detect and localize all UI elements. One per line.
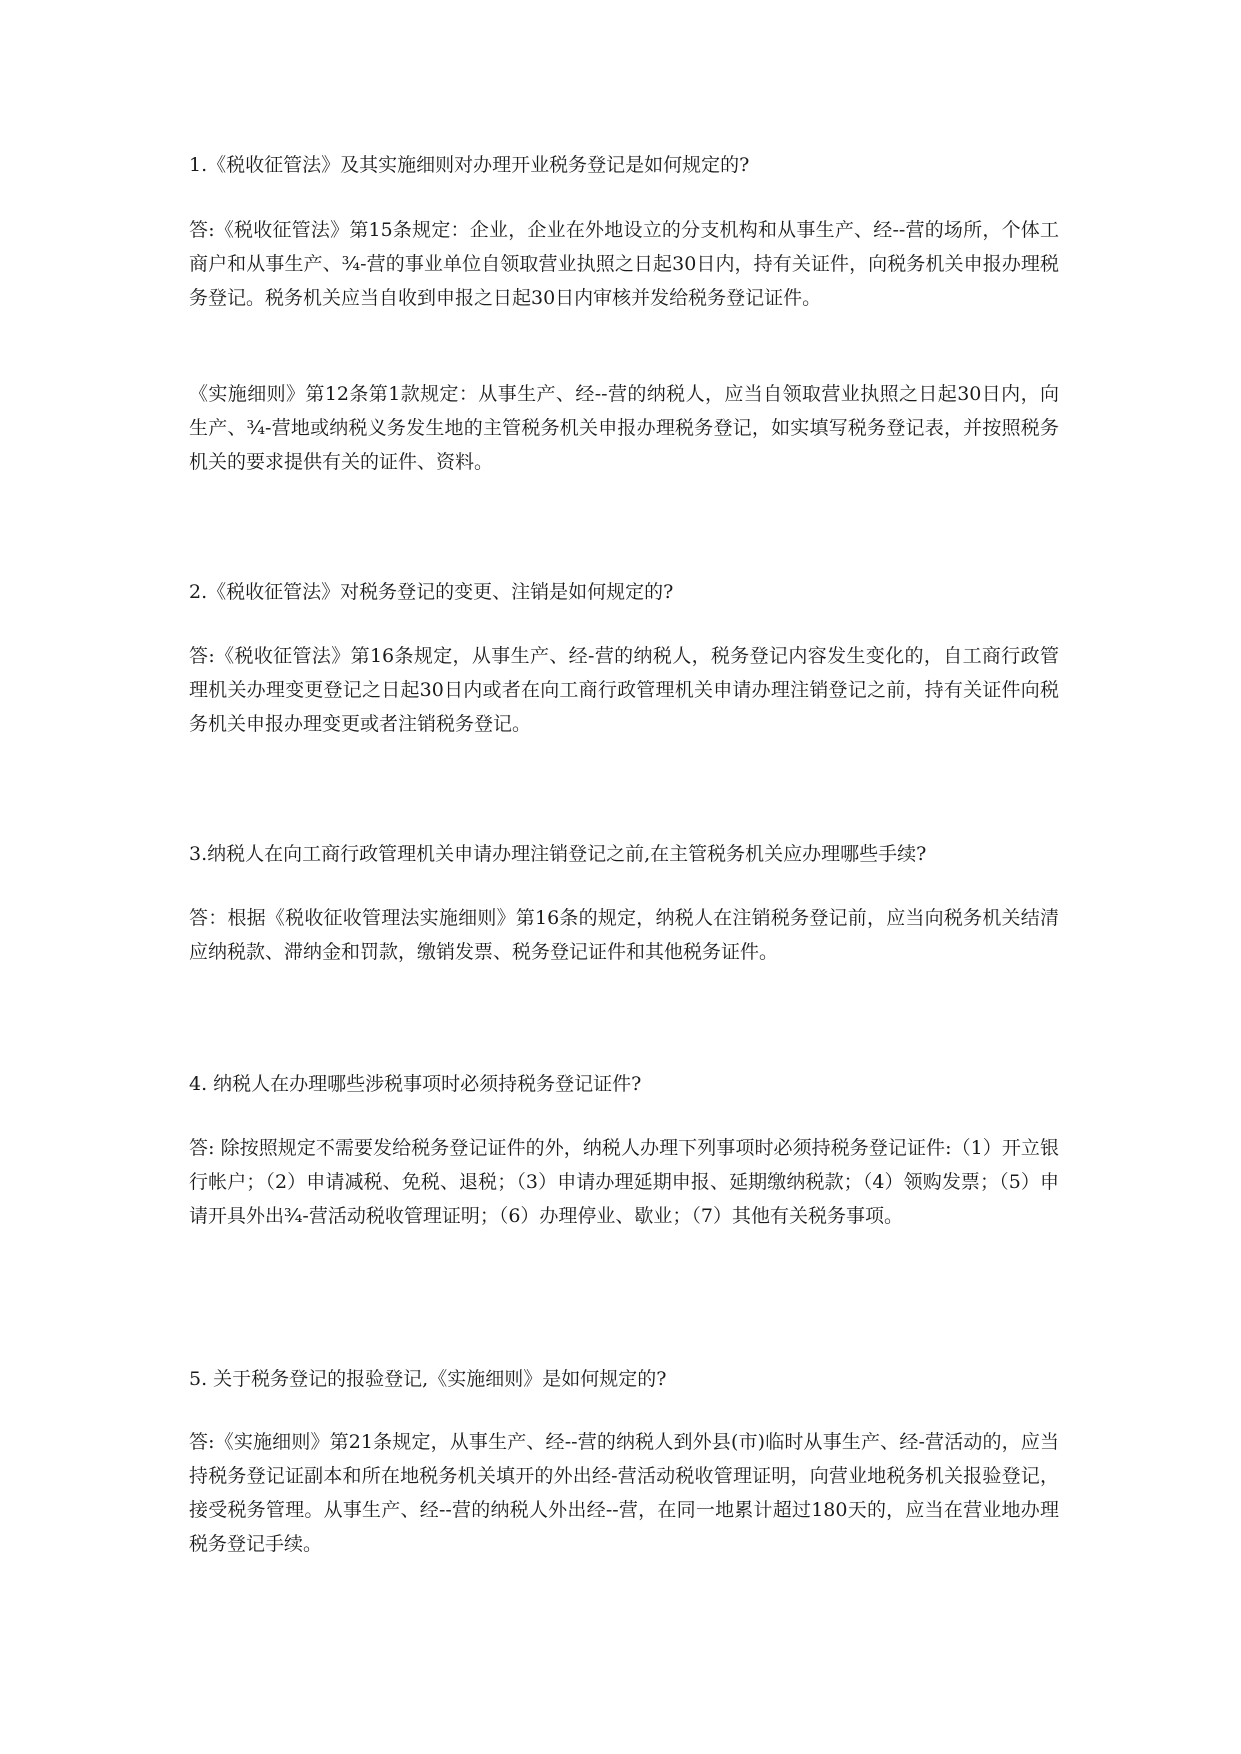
question-3: 3.纳税人在向工商行政管理机关申请办理注销登记之前,在主管税务机关应办理哪些手续?: [189, 843, 927, 865]
answer-1-paragraph-2: 《实施细则》第12条第1款规定：从事生产、经--营的纳税人，应当自领取营业执照之日起30日内，向生产、¾-营地或纳税义务发生地的主管税务机关申报办理税务登记，如实填写税务登记表，并按照税务机关的要求提供有关的证件、资料。: [189, 383, 1059, 473]
question-5: 5. 关于税务登记的报验登记,《实施细则》是如何规定的?: [189, 1368, 667, 1390]
answer-2-paragraph-1: 答:《税收征管法》第16条规定，从事生产、经-营的纳税人，税务登记内容发生变化的，自工商行政管理机关办理变更登记之日起30日内或者在向工商行政管理机关申请办理注销登记之前，持有关证件向税务机关申报办理变更或者注销税务登记。: [189, 645, 1059, 735]
answer-3-paragraph-1: 答：根据《税收征收管理法实施细则》第16条的规定，纳税人在注销税务登记前，应当向税务机关结清应纳税款、滞纳金和罚款，缴销发票、税务登记证件和其他税务证件。: [189, 907, 1059, 963]
question-2: 2.《税收征管法》对税务登记的变更、注销是如何规定的?: [189, 581, 674, 603]
answer-1-paragraph-1: 答:《税收征管法》第15条规定：企业，企业在外地设立的分支机构和从事生产、经--营的场所，个体工商户和从事生产、¾-营的事业单位自领取营业执照之日起30日内，持有关证件，向税务机关申报办理税务登记。税务机关应当自收到申报之日起30日内审核并发给税务登记证件。: [189, 219, 1059, 309]
answer-5-paragraph-1: 答:《实施细则》第21条规定，从事生产、经--营的纳税人到外县(市)临时从事生产、经-营活动的，应当持税务登记证副本和所在地税务机关填开的外出经-营活动税收管理证明，向营业地税务机关报验登记，接受税务管理。从事生产、经--营的纳税人外出经--营，在同一地累计超过180天的，应当在营业地办理税务登记手续。: [189, 1431, 1059, 1555]
answer-4-paragraph-1: 答: 除按照规定不需要发给税务登记证件的外，纳税人办理下列事项时必须持税务登记证件:（1）开立银行帐户；（2）申请减税、免税、退税；（3）申请办理延期申报、延期缴纳税款；（4）领购发票；（5）申请开具外出¾-营活动税收管理证明；（6）办理停业、歇业；（7）其他有关税务事项。: [189, 1137, 1059, 1227]
question-1: 1.《税收征管法》及其实施细则对办理开业税务登记是如何规定的?: [189, 154, 750, 176]
question-4: 4. 纳税人在办理哪些涉税事项时必须持税务登记证件?: [189, 1073, 642, 1095]
